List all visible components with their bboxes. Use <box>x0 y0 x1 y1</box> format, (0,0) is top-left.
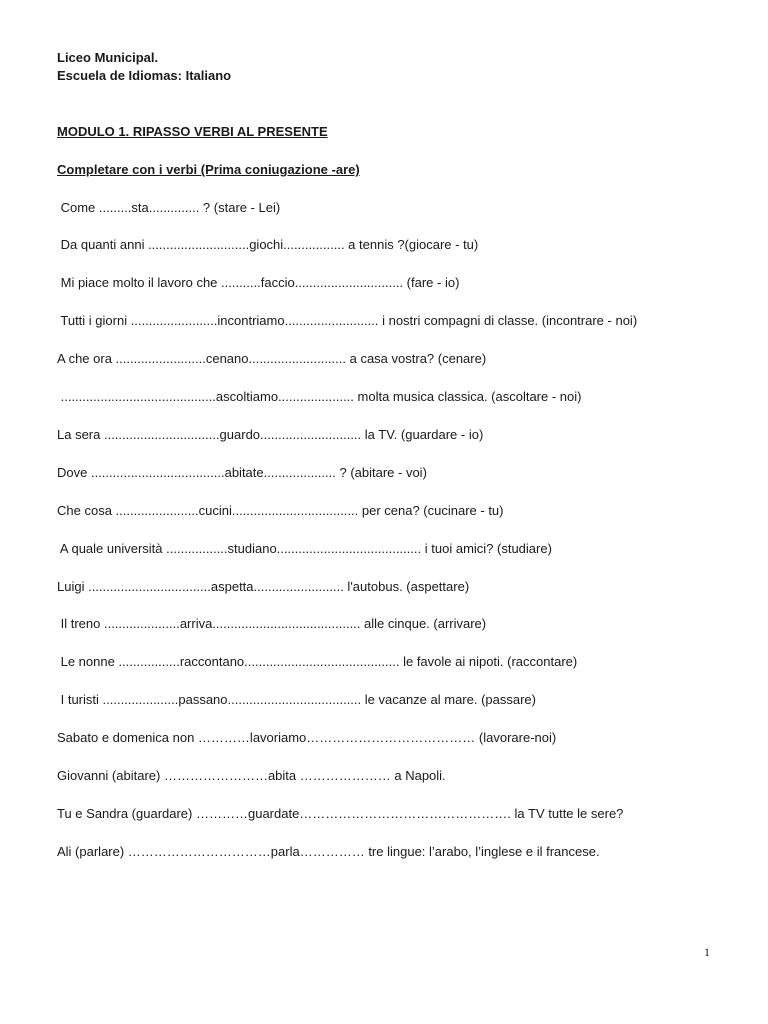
exercise-line: Sabato e domenica non …………lavoriamo………………………………… (lavorare-noi) <box>57 730 557 745</box>
exercise-line: Ali (parlare) ……………………………parla…………… tre lingue: l’arabo, l’inglese e il francese. <box>57 844 600 859</box>
page-number: 1 <box>704 945 710 959</box>
exercise-line: Dove .....................................abitate.................... ? (abitare - voi) <box>57 465 427 480</box>
school-department: Escuela de Idiomas: Italiano <box>57 68 232 83</box>
school-name: Liceo Municipal. <box>57 50 159 65</box>
exercise-line: Tutti i giorni ........................incontriamo.......................... i nostri compagni di classe. (incontrare - noi) <box>57 313 638 328</box>
exercise-instructions: Completare con i verbi (Prima coniugazione -are) <box>57 162 360 177</box>
exercise-line: Le nonne .................raccontano........................................... le favole ai nipoti. (raccontare) <box>57 654 578 669</box>
exercise-line: A che ora .........................cenano........................... a casa vostra? (cenare) <box>57 351 487 366</box>
exercise-line: I turisti .....................passano..................................... le vacanze al mare. (passare) <box>57 692 536 707</box>
exercise-line: ...........................................ascoltiamo..................... molta musica classica. (ascoltare - noi) <box>57 389 582 404</box>
exercise-line: Giovanni (abitare) ……………………abita ………………… a Napoli. <box>57 768 446 783</box>
exercise-line: Tu e Sandra (guardare) …………guardate…………………………………………. la TV tutte le sere? <box>57 806 624 821</box>
exercise-line: Il treno .....................arriva......................................... alle cinque. (arrivare) <box>57 616 487 631</box>
exercise-line: Come .........sta.............. ? (stare - Lei) <box>57 200 281 215</box>
exercise-line: A quale università .................studiano........................................ i tuoi amici? (studiare) <box>57 541 552 556</box>
exercise-line: Mi piace molto il lavoro che ...........faccio.............................. (fare - io) <box>57 275 460 290</box>
exercise-line: La sera ................................guardo............................ la TV. (guardare - io) <box>57 427 484 442</box>
module-title: MODULO 1. RIPASSO VERBI AL PRESENTE <box>57 124 328 139</box>
exercise-line: Luigi ..................................aspetta......................... l'autobus. (aspettare) <box>57 579 470 594</box>
exercise-line: Che cosa .......................cucini................................... per cena? (cucinare - tu) <box>57 503 504 518</box>
exercise-line: Da quanti anni ............................giochi................. a tennis ?(giocare - tu) <box>57 237 479 252</box>
